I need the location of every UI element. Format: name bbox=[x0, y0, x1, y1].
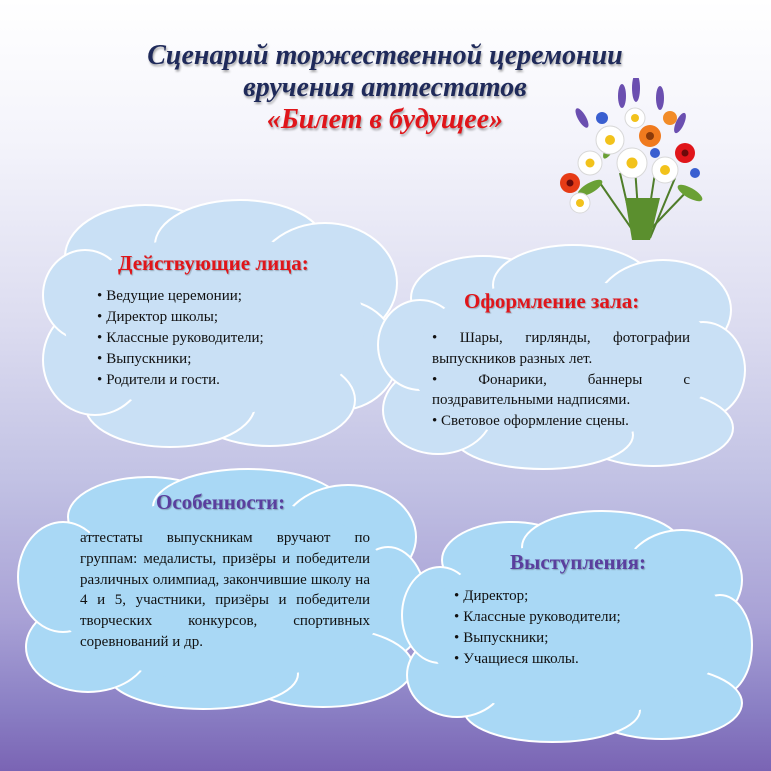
list-item: • Фонарики, баннеры с bbox=[432, 371, 690, 388]
characters-content bbox=[118, 251, 309, 276]
features-text: аттестаты выпускникам вручают по группам: медалисты, призёры и победители различных олимпиад, закончившие школу на 4 и 5, участники, призёры и победители творческих конкурсов, спортивных соревнований и др. bbox=[80, 530, 370, 650]
features-content bbox=[156, 490, 285, 515]
decor-list bbox=[432, 328, 690, 432]
list-item: • Классные руководители; bbox=[97, 330, 264, 346]
cloud-decor bbox=[378, 240, 746, 470]
list-item-cont: выпускников разных лет. bbox=[432, 350, 593, 367]
decor-heading: Оформление зала: bbox=[464, 289, 640, 313]
speeches-content bbox=[510, 550, 646, 575]
title-subtitle: «Билет в будущее» bbox=[266, 104, 504, 135]
title-line-2: вручения аттестатов bbox=[243, 72, 527, 103]
list-item-cont: поздравительными надписями. bbox=[432, 392, 631, 409]
list-item: • Шары, гирлянды, фотографии bbox=[432, 330, 690, 346]
cloud-features bbox=[18, 462, 426, 712]
title-line-1: Сценарий торжественной церемонии bbox=[147, 40, 623, 71]
cloud-speeches bbox=[402, 505, 752, 743]
speeches-list bbox=[454, 586, 621, 670]
characters-heading: Действующие лица: bbox=[118, 251, 309, 275]
list-item: • Учащиеся школы. bbox=[454, 651, 579, 667]
speeches-heading: Выступления: bbox=[510, 550, 647, 574]
decor-content bbox=[464, 289, 639, 314]
list-item: • Родители и гости. bbox=[97, 372, 220, 388]
list-item: • Директор; bbox=[454, 588, 529, 604]
cloud-characters bbox=[40, 195, 400, 450]
list-item: • Выпускники; bbox=[454, 630, 549, 646]
list-item: • Ведущие церемонии; bbox=[97, 288, 242, 304]
flower-bouquet-icon bbox=[540, 78, 715, 243]
list-item: • Световое оформление сцены. bbox=[432, 413, 629, 430]
list-item: • Классные руководители; bbox=[454, 609, 621, 625]
characters-list bbox=[97, 286, 264, 391]
list-item: • Выпускники; bbox=[97, 351, 192, 367]
list-item: • Директор школы; bbox=[97, 309, 218, 325]
features-heading: Особенности: bbox=[156, 490, 286, 514]
